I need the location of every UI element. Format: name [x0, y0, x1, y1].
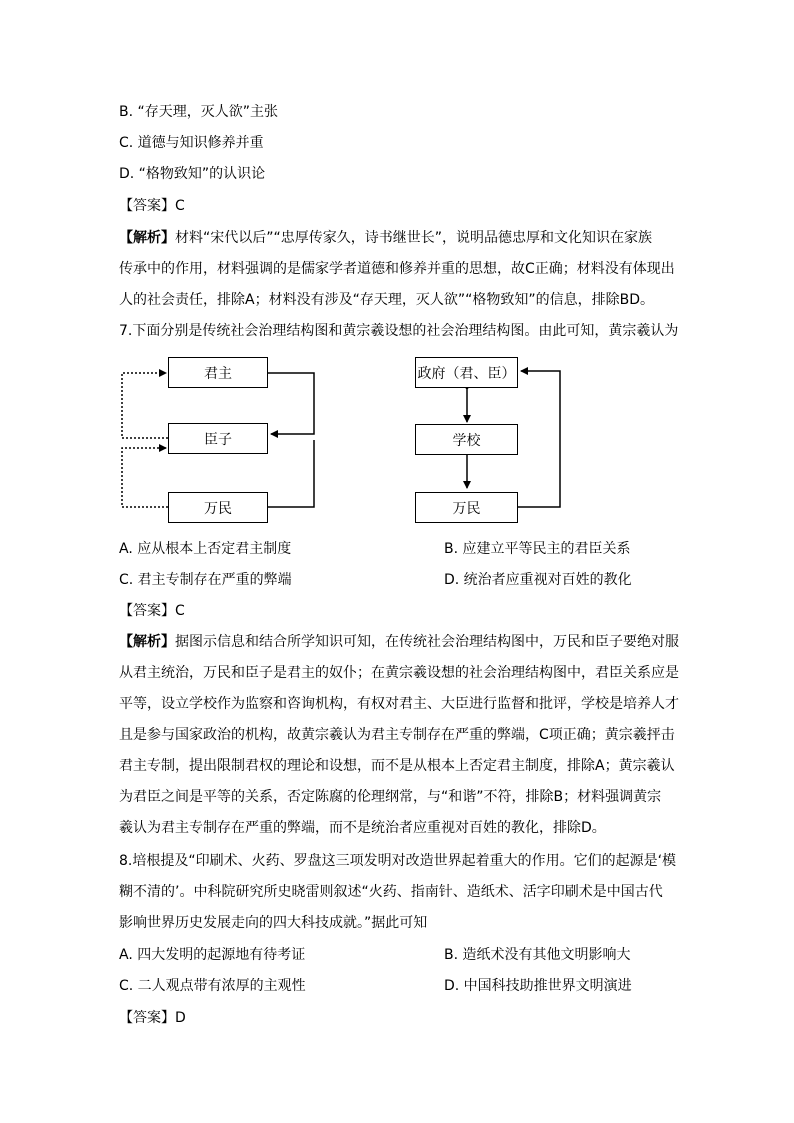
q7-option-d: D. 统治者应重视对百姓的教化	[444, 572, 632, 588]
right-box-people: 万民	[415, 492, 518, 523]
q7-analysis-line-4: 且是参与国家政治的机构，故黄宗羲认为君主专制存在严重的弊端，C项正确；黄宗羲抨击	[119, 727, 675, 743]
q7-analysis-line-5: 君主专制，提出限制君权的理论和设想，而不是从根本上否定君主制度，排除A；黄宗羲认	[119, 758, 675, 774]
q8-option-b: B. 造纸术没有其他文明影响大	[444, 947, 631, 963]
q7-analysis-line-7: 羲认为君主专制存在严重的弊端，而不是统治者应重视对百姓的教化，排除D。	[119, 820, 606, 836]
q6-analysis-line-1: 【解析】材料“宋代以后”“忠厚传家久，诗书继世长”，说明品德忠厚和文化知识在家族	[119, 230, 653, 246]
q7-analysis-line-3: 平等，设立学校作为监察和咨询机构，有权对君主、大臣进行监督和批评，学校是培养人才	[119, 696, 679, 712]
q6-analysis-line-3: 人的社会责任，排除A；材料没有涉及“存天理，灭人欲”“格物致知”的信息，排除BD。	[119, 292, 654, 308]
left-ruler-to-minister-arrow	[268, 373, 314, 434]
q6-analysis-label: 【解析】	[119, 230, 175, 246]
q6-option-c: C. 道德与知识修养并重	[119, 135, 264, 151]
q7-option-a: A. 应从根本上否定君主制度	[119, 541, 292, 557]
left-people-to-minister-line	[268, 440, 314, 507]
left-box-people: 万民	[168, 492, 268, 523]
q7-answer: 【答案】C	[119, 603, 185, 619]
left-box-minister: 臣子	[168, 423, 268, 454]
q8-stem-line-1: 8.培根提及“印刷术、火药、罗盘这三项发明对改造世界起着重大的作用。它们的起源是‘模	[119, 853, 677, 869]
q8-option-a: A. 四大发明的起源地有待考证	[119, 947, 306, 963]
q8-stem-line-3: 影响世界历史发展走向的四大科技成就。”据此可知	[119, 915, 428, 931]
left-people-to-minister-dotted-arrow	[122, 448, 168, 507]
q6-option-d: D. “格物致知”的认识论	[119, 166, 266, 182]
left-box-ruler: 君主	[168, 357, 268, 388]
q7-analysis-line-6: 为君臣之间是平等的关系，否定陈腐的伦理纲常，与“和谐”不符，排除B；材料强调黄宗	[119, 789, 662, 805]
q8-stem-line-2: 糊不清的’。中科院研究所史晓雷则叙述“火药、指南针、造纸术、活字印刷术是中国古代	[119, 884, 663, 900]
q6-analysis-line-2: 传承中的作用，材料强调的是儒家学者道德和修养并重的思想，故C正确；材料没有体现出	[119, 261, 675, 277]
q8-option-d: D. 中国科技助推世界文明演进	[444, 978, 632, 994]
q6-option-b: B. “存天理，灭人欲”主张	[119, 104, 279, 120]
q7-analysis-label: 【解析】	[119, 634, 175, 650]
right-box-government: 政府（君、臣）	[415, 357, 518, 388]
q7-analysis-line-1: 【解析】据图示信息和结合所学知识可知，在传统社会治理结构图中，万民和臣子要绝对服	[119, 634, 679, 650]
right-people-to-government-arrow	[518, 371, 560, 507]
q7-analysis-line-2: 从君主统治，万民和臣子是君主的奴仆；在黄宗羲设想的社会治理结构图中，君臣关系应是	[119, 665, 679, 681]
q7-option-c: C. 君主专制存在严重的弊端	[119, 572, 292, 588]
q8-option-c: C. 二人观点带有浓厚的主观性	[119, 978, 306, 994]
left-minister-to-ruler-dotted-arrow	[122, 373, 168, 438]
q7-option-b: B. 应建立平等民主的君臣关系	[444, 541, 631, 557]
right-box-school: 学校	[415, 424, 518, 455]
q7-stem: 7.下面分别是传统社会治理结构图和黄宗羲设想的社会治理结构图。由此可知，黄宗羲认为	[119, 323, 679, 339]
q6-answer: 【答案】C	[119, 198, 185, 214]
q8-answer: 【答案】D	[119, 1010, 186, 1026]
